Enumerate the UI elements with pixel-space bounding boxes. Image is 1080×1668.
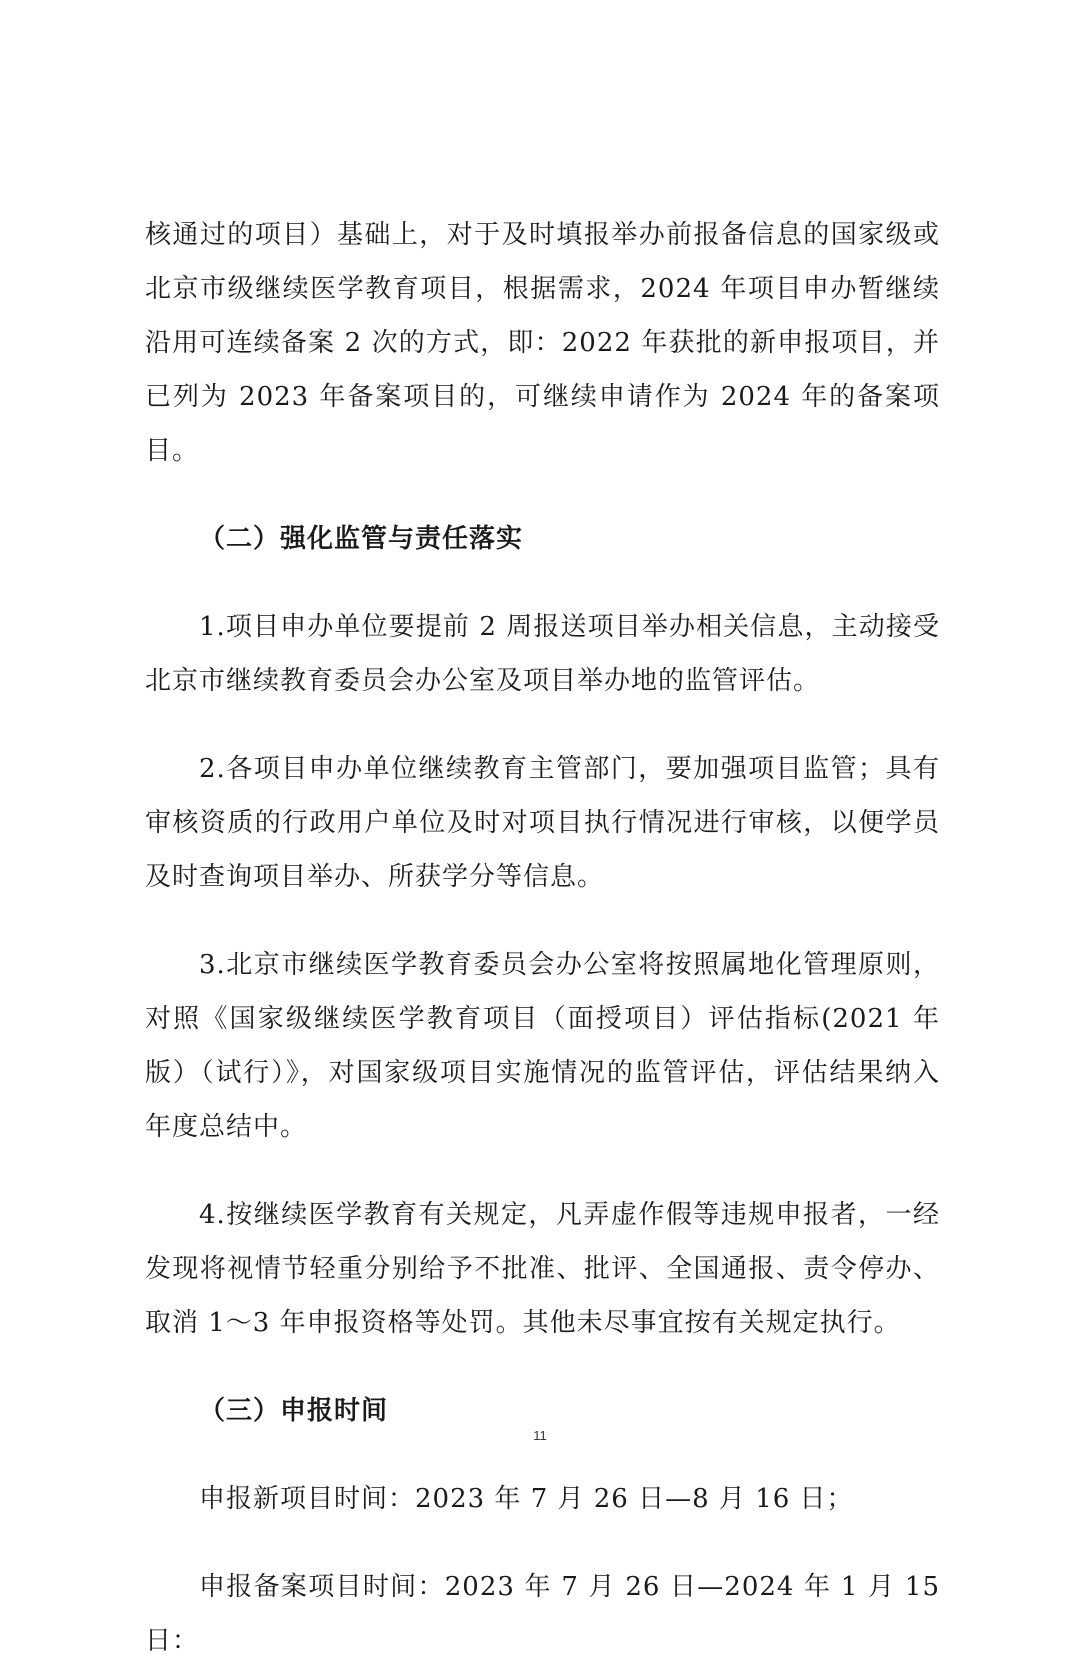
paragraph-item-3: 3.北京市继续医学教育委员会办公室将按照属地化管理原则，对照《国家级继续医学教育项目（面授项目）评估指标(2021 年版）（试行）》，对国家级项目实施情况的监管评估，评估结果纳入年度总结中。 [145, 950, 940, 1142]
document-body [145, 208, 940, 1668]
paragraph-item-1: 1.项目申办单位要提前 2 周报送项目举办相关信息，主动接受北京市继续教育委员会办公室及项目举办地的监管评估。 [145, 612, 940, 696]
filing-project-period: 申报备案项目时间：2023 年 7 月 26 日—2024 年 1 月 15 日： [145, 1572, 940, 1656]
section-heading-3: （三）申报时间 [199, 1396, 389, 1426]
spacer [145, 566, 940, 600]
spacer [145, 478, 940, 512]
spacer [145, 1350, 940, 1384]
page-number: 11 [533, 1428, 547, 1443]
spacer [145, 708, 940, 742]
spacer [145, 1526, 940, 1560]
new-project-period: 申报新项目时间：2023 年 7 月 26 日—8 月 16 日； [199, 1484, 854, 1514]
paragraph-item-2: 2.各项目申办单位继续教育主管部门，要加强项目监管；具有审核资质的行政用户单位及时对项目执行情况进行审核，以便学员及时查询项目举办、所获学分等信息。 [145, 754, 940, 892]
section-heading-2: （二）强化监管与责任落实 [199, 524, 524, 554]
spacer [145, 1154, 940, 1188]
paragraph-continuation: 核通过的项目）基础上，对于及时填报举办前报备信息的国家级或北京市级继续医学教育项目，根据需求，2024 年项目申办暂继续沿用可连续备案 2 次的方式，即：2022 年获批的新申报项目，并已列为 2023 年备案项目的，可继续申请作为 2024 年的备案项目。 [145, 220, 940, 466]
spacer [145, 904, 940, 938]
paragraph-item-4: 4.按继续医学教育有关规定，凡弄虚作假等违规申报者，一经发现将视情节轻重分别给予不批准、批评、全国通报、责令停办、取消 1～3 年申报资格等处罚。其他未尽事宜按有关规定执行。 [145, 1200, 940, 1338]
spacer [145, 1438, 940, 1472]
